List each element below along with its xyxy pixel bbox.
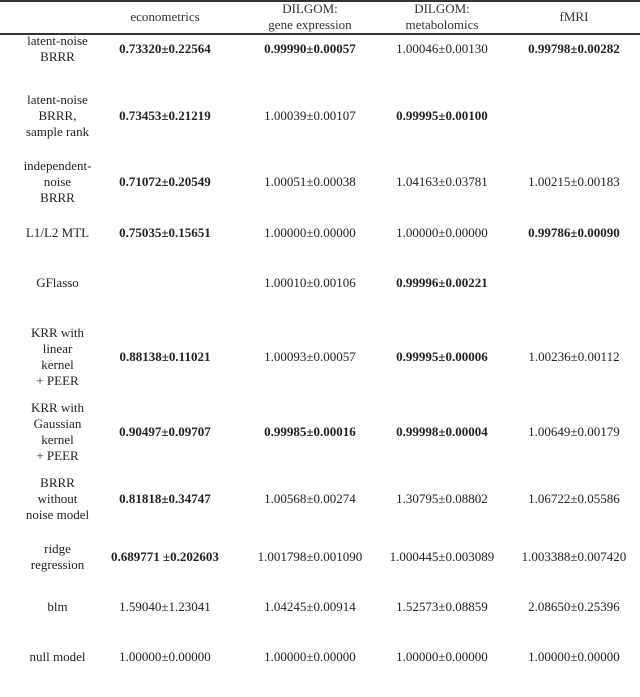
table-cell: 1.00000±0.00000 bbox=[119, 649, 211, 664]
table-cell: 1.00215±0.00183 bbox=[528, 174, 620, 189]
row-label: L1/L2 MTL bbox=[25, 225, 90, 240]
table-cell bbox=[504, 243, 640, 323]
row-label: latent-noise BRRR bbox=[27, 33, 88, 64]
header-gene-expression: DILGOM: gene expression bbox=[268, 1, 352, 32]
table-cell: 1.00649±0.00179 bbox=[528, 424, 620, 439]
table-cell: 0.99786±0.00090 bbox=[528, 225, 620, 240]
table-cell: 0.99990±0.00057 bbox=[264, 41, 356, 56]
row-label: latent-noise BRRR, sample rank bbox=[25, 92, 90, 139]
row-label: independent- noise BRRR bbox=[23, 158, 92, 205]
row-label: BRRR without noise model bbox=[25, 475, 90, 522]
table-cell: 1.00236±0.00112 bbox=[528, 349, 620, 364]
table-cell: 0.689771 ±0.202603 bbox=[111, 549, 219, 564]
header-econometrics: econometrics bbox=[130, 9, 200, 24]
table-row bbox=[0, 243, 640, 323]
table-cell: 1.000445±0.003089 bbox=[389, 549, 495, 564]
table-cell: 1.00000±0.00000 bbox=[528, 649, 620, 664]
table-cell: 0.99995±0.00100 bbox=[396, 108, 488, 123]
row-label: ridge regression bbox=[30, 541, 85, 572]
table-cell: 1.00010±0.00106 bbox=[264, 275, 356, 290]
table-cell: 1.00568±0.00274 bbox=[264, 491, 356, 506]
table-row bbox=[0, 617, 640, 697]
table-cell: 1.00000±0.00000 bbox=[264, 225, 356, 240]
table-row bbox=[0, 317, 640, 397]
row-label: null model bbox=[29, 649, 86, 664]
row-label: GFlasso bbox=[36, 275, 79, 290]
table-cell: 1.001798±0.001090 bbox=[257, 549, 363, 564]
table-cell: 2.08650±0.25396 bbox=[528, 599, 620, 614]
table-cell: 0.99995±0.00006 bbox=[396, 349, 488, 364]
table-cell: 1.00093±0.00057 bbox=[264, 349, 356, 364]
table-cell: 0.81818±0.34747 bbox=[119, 491, 211, 506]
table-cell: 0.99798±0.00282 bbox=[528, 41, 620, 56]
table-cell: 0.99996±0.00221 bbox=[396, 275, 488, 290]
table-cell: 1.06722±0.05586 bbox=[528, 491, 620, 506]
table-cell: 1.00039±0.00107 bbox=[264, 108, 356, 123]
table-cell: 1.00046±0.00130 bbox=[396, 41, 488, 56]
table-cell: 0.99985±0.00016 bbox=[264, 424, 356, 439]
table-cell: 0.73320±0.22564 bbox=[119, 41, 211, 56]
table-cell: 1.00051±0.00038 bbox=[264, 174, 356, 189]
table-cell: 1.30795±0.08802 bbox=[396, 491, 488, 506]
table-cell: 1.04245±0.00914 bbox=[264, 599, 356, 614]
table-cell: 1.003388±0.007420 bbox=[521, 549, 627, 564]
table-cell: 1.04163±0.03781 bbox=[396, 174, 488, 189]
table-cell: 0.73453±0.21219 bbox=[119, 108, 211, 123]
header-metabolomics: DILGOM: metabolomics bbox=[405, 1, 479, 32]
table-cell: 0.90497±0.09707 bbox=[119, 424, 211, 439]
table-cell: 1.52573±0.08859 bbox=[396, 599, 488, 614]
table-cell: 1.00000±0.00000 bbox=[396, 649, 488, 664]
row-label: blm bbox=[47, 599, 68, 614]
table-cell: 0.71072±0.20549 bbox=[119, 174, 211, 189]
table-cell: 0.75035±0.15651 bbox=[119, 225, 211, 240]
table-cell: 0.88138±0.11021 bbox=[119, 349, 211, 364]
row-label: KRR with Gaussian kernel + PEER bbox=[30, 400, 85, 463]
table-cell bbox=[95, 243, 235, 323]
table-cell: 1.59040±1.23041 bbox=[119, 599, 211, 614]
table-cell: 1.00000±0.00000 bbox=[264, 649, 356, 664]
row-label: KRR with linear kernel + PEER bbox=[30, 325, 85, 388]
table-cell: 1.00000±0.00000 bbox=[396, 225, 488, 240]
table-cell: 0.99998±0.00004 bbox=[396, 424, 488, 439]
header-fmri: fMRI bbox=[559, 9, 589, 24]
